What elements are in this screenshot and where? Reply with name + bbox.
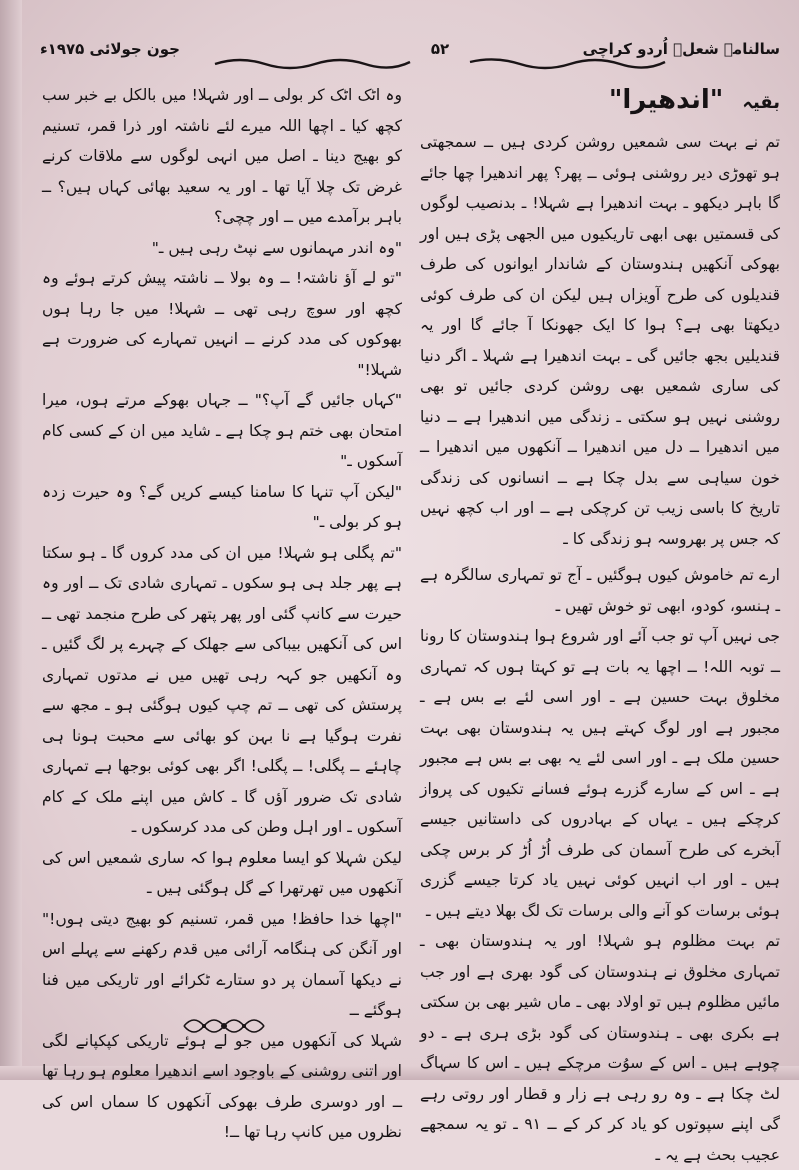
story-title: "اندھیرا" — [608, 85, 724, 115]
paragraph: ارے تم خاموش کیوں ہوگئیں ـ آج تو تمہاری سالگرہ ہے ـ ہنسو، کودو، ابھی تو خوش تھیں ـ — [420, 566, 780, 615]
paragraph: "اچھا خدا حافظ! میں قمر، تسنیم کو بھیج دیتی ہوں!" اور آنگن کی ہنگامہ آرائی میں قدم رکھنے سے پہلے اس نے دیکھا آسمان پر دو ستارے ٹکرائے اور تاریکی میں فنا ہوگئے ــ — [42, 909, 402, 1019]
paragraph: جی نہیں آپ تو جب آئے اور شروع ہوا ہندوستان کا رونا ــ توبہ اللہ! ــ اچھا یہ بات ہے تو کہتا ہوں کہ تمہاری مخلوق بہت حسین ہے ـ اور اسی لئے بے بس ہے ـ مجبور ہے اور لوگ کہتے ہیں یہ ہندوستان بھی بہت حسین ملک ہے ـ اور اسی لئے یہ بھی بے بس ہے مجبور ہے ـ اس کے سارے گزرے ہوئے فسانے تکیوں کی پرواز کرچکے ہیں ـ یہاں کے بہادروں کی داستانیں جیسے آبخرے کی طرح آسمان کی طرف اُڑ اُڑ کر برس چکی ہیں ـ اور اب انہیں کوئی نہیں یاد کرتا جیسے گزری ہوئی برسات کو آنے والی برسات تک لگ بھلا دیتے ہیں ـ — [420, 627, 780, 920]
paragraph: "کہاں جائیں گے آپ؟" ــ جہاں بھوکے مرتے ہوں، میرا امتحان بھی ختم ہو چکا ہے ـ شاید میں ان کے کسی کام آسکوں ـ" — [42, 391, 402, 470]
paragraph: لیکن شہلا کو ایسا معلوم ہوا کہ ساری شمعیں اس کی آنکھوں میں تھرتھرا کے گل ہوگئی ہیں ـ — [42, 848, 402, 897]
ornament-flourish — [180, 1010, 268, 1042]
story-prefix: بقیہ — [742, 92, 780, 113]
paragraph: "تو لے آؤ ناشتہ! ــ وہ بولا ــ ناشتہ پیش کرتے ہوئے وہ کچھ اور سوچ رہی تھی ــ شہلا! میں جا رہا ہوں بھوکوں کی مدد کرنے ــ انہیں تمہارے کی ضرورت ہے شہلا!" — [42, 269, 402, 379]
paragraph: شہلا کی آنکھوں میں جو لے ہوئے تاریکی کپکپانے لگی اور اتنی روشنی کے باوجود اسے اندھیرا معلوم ہو رہا تھا ــ اور دوسری طرف بھوکی آنکھوں کا سماں اس کی نظروں میں کانپ رہا تھا ــ! — [42, 1031, 402, 1141]
page-edge-left — [0, 0, 22, 1080]
page-number: ۵۲ — [430, 40, 450, 58]
paragraph: "وہ اندر مہمانوں سے نپٹ رہی ہیں ـ" — [151, 238, 402, 257]
paragraph: تم بہت مظلوم ہو شہلا! اور یہ ہندوستان بھی ـ تمہاری مخلوق نے ہندوستان کی گود بھری ہے اور جب مائیں مظلوم ہیں تو اولاد بھی ـ ماں شیر بھی بن سکتی ہے بکری بھی ـ ہندوستان کی گود بڑی ہری ہے ـ دو چوہے ہیں ـ اس کے سوُت مرچکے ہیں ـ اس کا سہاگ لٹ چکا ہے ـ وہ رو رہی ہے زار و قطار اور روتی رہے گی اپنے سپوتوں کو یاد کر کر کے ــ ۹۱ ـ تو یہ سمجھے عجیب بحث ہے یہ ـ — [420, 932, 780, 1164]
header-magazine-name: سالنامہ شعلؔ اُردو کراچی — [582, 40, 780, 58]
paragraph: تم نے بہت سی شمعیں روشن کردی ہیں ــ سمجھتی ہو تھوڑی دیر روشنی ہوئی ــ پھر؟ پھر اندھیرا چھا جائے گا باہر دیکھو ـ بہت اندھیرا ہے شہلا! ـ بدنصیب لوگوں کی قسمتیں بھی ابھی تاریکیوں میں الجھی پڑی ہیں اور بھوکی آنکھیں ہندوستان کے شاندار ایوانوں کی طرف قندیلوں کی طرح آویزاں ہیں لیکن ان کی طرف کوئی دیکھتا بھی ہے؟ ہوا کا ایک جھونکا آ جائے گا اور یہ قندیلیں بجھ جائیں گی ـ بہت اندھیرا ہے شہلا ـ اگر دنیا کی ساری شمعیں بھی روشن کردی جائیں تو بھی روشنی نہیں ہو سکتی ـ زندگی میں اندھیرا ہے ــ دنیا میں اندھیرا ــ دل میں اندھیرا ــ آنکھوں میں اندھیرا ــ خون سیاہی سے بدل چکا ہے ــ انسانوں کی زندگی تاریخ کا باسی زیب تن کرچکی ہے ــ اور اب کچھ نہیں کہ جس پر بھروسہ ہو زندگی کا ـ — [420, 133, 780, 548]
left-column — [42, 80, 402, 1148]
header-date: جون جولائی ۱۹۷۵ء — [40, 40, 180, 58]
story-title-block — [420, 80, 780, 123]
right-column — [420, 80, 780, 1170]
paragraph: "لیکن آپ تنہا کا سامنا کیسے کریں گے؟ وہ حیرت زدہ ہو کر بولی ـ" — [42, 482, 402, 531]
paragraph: "تم پگلی ہو شہلا! میں ان کی مدد کروں گا ـ ہو سکتا ہے پھر جلد ہی ہو سکوں ـ تمہاری شادی تک ــ اور وہ حیرت سے کانپ گئی اور پھر پتھر کی طرح منجمد تھی ــ اس کی آنکھیں بیباکی سے جھلک کے چہرے پر لگ گئیں ـ وہ آنکھیں جو کہہ رہی تھیں میں نے مدتوں تمہاری پرستش کی تھی ــ تم چپ کیوں ہوگئی ہو ـ مجھ سے نفرت ہوگیا ہے نا بہن کو بھائی سے محبت ہونا ہی چاہئے ــ پگلی! ــ پگلی! اگر بھی کوئی بوجھا ہے تمہاری شادی تک ضرور آؤں گا ـ کاش میں اپنے ملک کے کام آسکوں ـ اور اہل وطن کی مدد کرسکوں ـ — [42, 543, 402, 836]
paragraph: وہ اٹک اٹک کر بولی ــ اور شہلا! میں بالکل بے خبر سب کچھ کیا ـ اچھا اللہ میرے لئے ناشتہ اور ذرا قمر، تسنیم کو بھیج دینا ـ اصل میں انہی لوگوں سے ملاقات کرنے غرض تک چلا آیا تھا ـ اور یہ سعید بھائی کہاں ہیں؟ ــ باہر برآمدے میں ــ اور چچی؟ — [42, 86, 402, 226]
page-header — [40, 38, 780, 72]
